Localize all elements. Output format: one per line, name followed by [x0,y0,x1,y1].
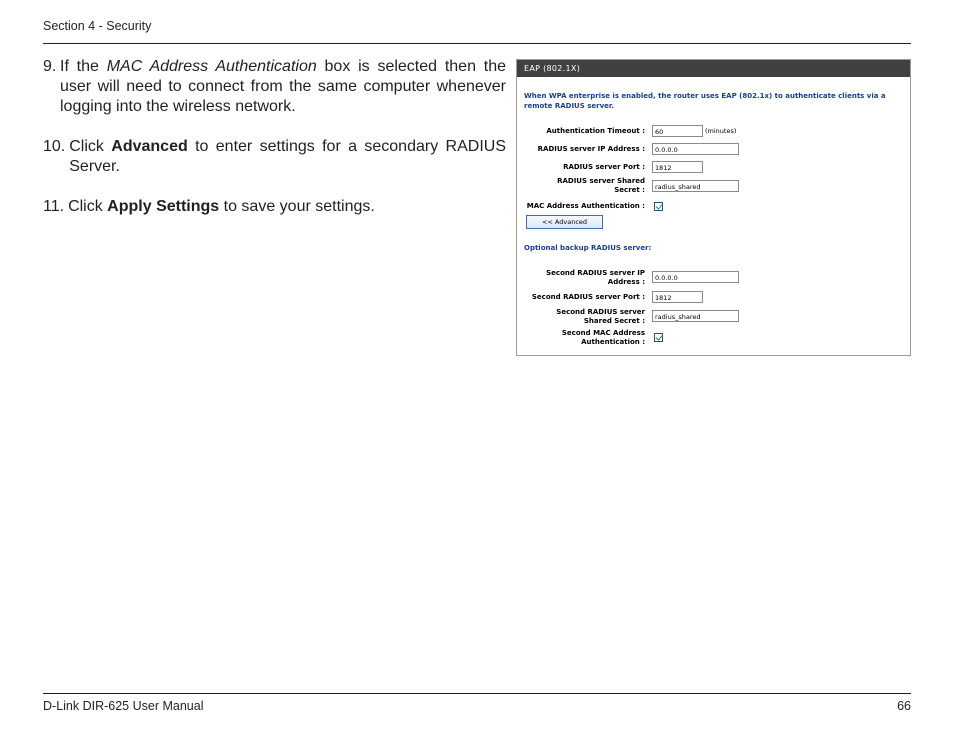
footer-rule [43,693,911,694]
auth-timeout-input[interactable]: 60 [652,125,703,137]
step-number: 10. [43,138,66,155]
radius-port-label: RADIUS server Port : [563,163,645,171]
second-radius-ip-row [517,269,910,286]
header-rule [43,43,911,44]
second-mac-auth-row [517,329,910,346]
second-radius-secret-input[interactable]: radius_shared [652,310,739,322]
step-number: 11. [43,198,65,215]
label-line: Second MAC Address [561,329,645,337]
radius-secret-label [557,177,645,194]
mac-auth-row [517,201,910,213]
step-text-part: If the [60,58,107,75]
label-line: Secret : [614,185,645,194]
radius-secret-row [517,177,910,194]
label-line: Second RADIUS server [556,308,645,316]
step-number: 9. [43,58,57,75]
step-text-part: Click [69,138,112,155]
label-line: Address : [607,277,645,286]
step-10 [43,137,506,177]
second-radius-secret-row [517,308,910,325]
step-text-part: to enter settings for a secondary RADIUS Server. [69,138,506,175]
step-bold: Advanced [111,138,188,155]
label-line: Second RADIUS server IP [546,269,645,277]
footer-manual-title: D-Link DIR-625 User Manual [43,699,204,713]
label-line: Shared Secret : [583,316,645,325]
second-radius-port-label: Second RADIUS server Port : [531,293,645,301]
step-text [68,197,506,217]
radius-ip-input[interactable]: 0.0.0.0 [652,143,739,155]
step-text-part: box is selected then the user will need to connect from the same computer whenever logging into the wireless network. [60,58,506,115]
second-mac-auth-label [562,329,645,346]
second-radius-secret-label [556,308,645,325]
instruction-steps [43,57,506,237]
second-radius-ip-label [546,269,645,286]
section-header: Section 4 - Security [43,19,152,33]
radius-port-input[interactable]: 1812 [652,161,703,173]
mac-auth-checkbox[interactable] [654,202,663,211]
step-text-part: to save your settings. [219,198,375,215]
step-9 [43,57,506,117]
page-number: 66 [897,699,911,713]
label-line: RADIUS server Shared [557,177,645,185]
radius-ip-row [517,143,910,155]
label-line: Authentication : [581,337,645,346]
panel-description: When WPA enterprise is enabled, the router uses EAP (802.1x) to authenticate clients via a remote RADIUS server. [524,92,886,110]
radius-ip-label: RADIUS server IP Address : [537,145,645,153]
mac-auth-label: MAC Address Authentication : [526,202,645,210]
step-text [69,137,506,177]
auth-timeout-row [517,125,910,137]
step-text [60,57,506,117]
second-radius-port-row [517,291,910,303]
step-bold: Apply Settings [107,198,220,215]
eap-settings-panel [516,59,911,356]
step-text-part: Click [68,198,108,215]
advanced-button[interactable]: << Advanced [526,215,603,229]
optional-backup-heading: Optional backup RADIUS server: [524,244,652,252]
second-mac-auth-checkbox[interactable] [654,333,663,342]
radius-port-row [517,161,910,173]
radius-secret-input[interactable]: radius_shared [652,180,739,192]
auth-timeout-unit: (minutes) [705,127,737,135]
step-emphasis: MAC Address Authentication [106,58,317,75]
step-11 [43,197,506,217]
second-radius-ip-input[interactable]: 0.0.0.0 [652,271,739,283]
second-radius-port-input[interactable]: 1812 [652,291,703,303]
panel-title: EAP (802.1X) [517,60,910,77]
auth-timeout-label: Authentication Timeout : [546,127,645,135]
